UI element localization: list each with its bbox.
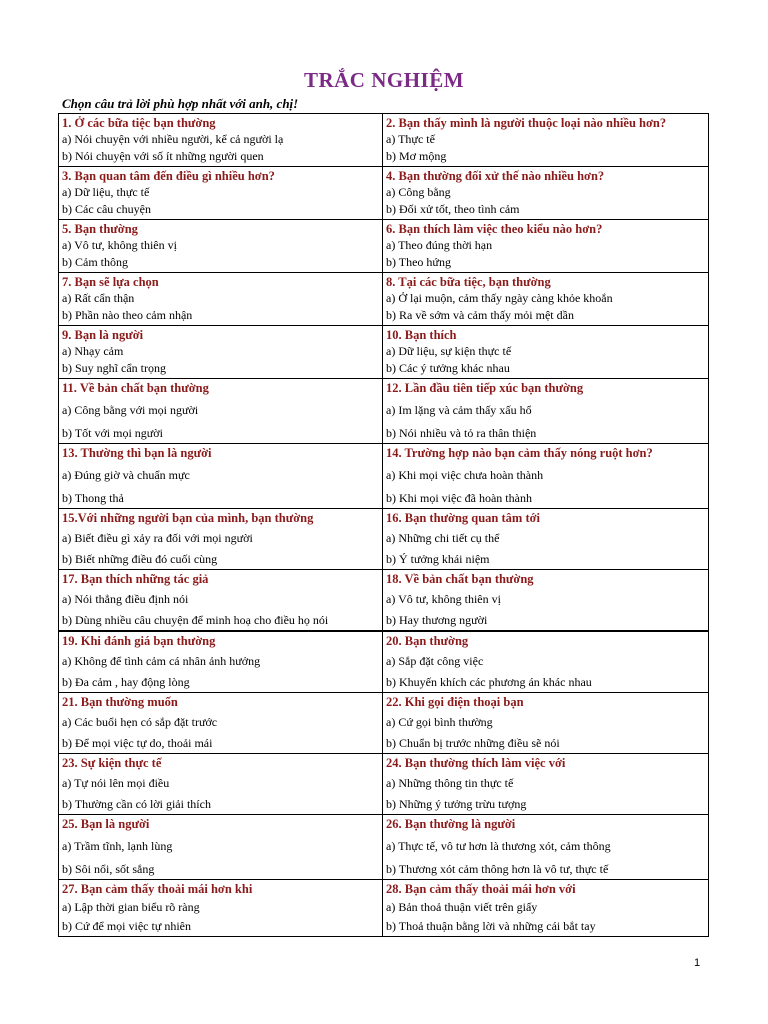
option-b[interactable]: b) Đa cảm , hay động lòng: [62, 675, 190, 689]
question-cell: [59, 167, 383, 219]
question-cell: [59, 754, 383, 814]
option-b[interactable]: b) Mơ mộng: [386, 149, 447, 163]
option-a[interactable]: a) Biết điều gì xảy ra đối với mọi người: [62, 531, 253, 545]
option-a[interactable]: a) Công bằng: [386, 185, 451, 199]
option-b[interactable]: b) Khi mọi việc đã hoàn thành: [386, 491, 532, 505]
question-row: [59, 167, 709, 220]
question-cell: [383, 444, 709, 508]
page-title: TRẮC NGHIỆM: [303, 68, 465, 92]
question-text: 18. Về bản chất bạn thường: [386, 572, 534, 586]
question-cell: [59, 815, 383, 879]
question-text: 4. Bạn thường đối xử thế nào nhiều hơn?: [386, 169, 605, 183]
question-text: 6. Bạn thích làm việc theo kiểu nào hơn?: [386, 222, 603, 236]
option-a[interactable]: a) Ở lại muộn, cảm thấy ngày càng khỏe khoắn: [386, 291, 613, 305]
question-text: 24. Bạn thường thích làm việc với: [386, 756, 566, 770]
option-b[interactable]: b) Sôi nổi, sốt sắng: [62, 862, 155, 876]
question-cell: [59, 693, 383, 753]
question-table: [58, 113, 709, 937]
option-a[interactable]: a) Bản thoả thuận viết trên giấy: [386, 900, 538, 914]
option-b[interactable]: b) Các câu chuyện: [62, 202, 151, 216]
question-cell: [383, 880, 709, 936]
question-text: 5. Bạn thường: [62, 222, 138, 236]
option-b[interactable]: b) Ra về sớm và cảm thấy mỏi mệt dần: [386, 308, 574, 322]
option-a[interactable]: a) Cứ gọi bình thường: [386, 715, 493, 729]
option-a[interactable]: a) Dữ liệu, thực tế: [62, 185, 150, 199]
page-number: 1: [694, 957, 701, 969]
option-b[interactable]: b) Những ý tưởng trừu tượng: [386, 797, 527, 811]
question-text: 15.Với những người bạn của mình, bạn thường: [62, 511, 314, 525]
option-b[interactable]: b) Hay thương người: [386, 613, 488, 627]
option-a[interactable]: a) Đúng giờ và chuẩn mực: [62, 468, 190, 482]
option-a[interactable]: a) Dữ liệu, sự kiện thực tế: [386, 344, 512, 358]
option-b[interactable]: b) Dùng nhiều câu chuyện để minh hoạ cho điều họ nói: [62, 613, 329, 627]
question-text: 7. Bạn sẽ lựa chọn: [62, 275, 159, 289]
question-cell: [383, 509, 709, 569]
question-cell: [59, 880, 383, 936]
question-text: 27. Bạn cảm thấy thoải mái hơn khi: [62, 882, 253, 896]
question-cell: [383, 754, 709, 814]
question-text: 3. Bạn quan tâm đến điều gì nhiều hơn?: [62, 169, 275, 183]
option-a[interactable]: a) Thực tế: [386, 132, 435, 146]
question-text: 19. Khi đánh giá bạn thường: [62, 634, 216, 648]
option-a[interactable]: a) Nhạy cảm: [62, 344, 124, 358]
question-row: [59, 273, 709, 326]
question-row: [59, 693, 709, 754]
question-text: 21. Bạn thường muốn: [62, 695, 178, 709]
question-row: [59, 632, 709, 693]
option-a[interactable]: a) Các buổi hẹn có sắp đặt trước: [62, 715, 218, 729]
question-cell: [59, 273, 383, 325]
question-text: 25. Bạn là người: [62, 817, 150, 831]
option-a[interactable]: a) Những chi tiết cụ thể: [386, 531, 500, 545]
option-a[interactable]: a) Theo đúng thời hạn: [386, 238, 493, 252]
option-b[interactable]: b) Thường cần có lời giải thích: [62, 797, 211, 811]
question-cell: [383, 815, 709, 879]
question-text: 12. Lần đầu tiên tiếp xúc bạn thường: [386, 381, 584, 395]
question-row: [59, 114, 709, 167]
question-cell: [383, 167, 709, 219]
option-a[interactable]: a) Khi mọi việc chưa hoàn thành: [386, 468, 544, 482]
option-b[interactable]: b) Thương xót cảm thông hơn là vô tư, thực tế: [386, 862, 609, 876]
question-cell: [383, 379, 709, 443]
option-a[interactable]: a) Tự nói lên mọi điều: [62, 776, 170, 790]
question-cell: [383, 693, 709, 753]
question-row: [59, 815, 709, 880]
option-a[interactable]: a) Vô tư, không thiên vị: [62, 238, 177, 252]
option-b[interactable]: b) Suy nghĩ cẩn trọng: [62, 361, 166, 375]
question-text: 23. Sự kiện thực tế: [62, 756, 162, 770]
question-cell: [59, 379, 383, 443]
option-b[interactable]: b) Đối xử tốt, theo tình cảm: [386, 202, 520, 216]
question-cell: [59, 632, 383, 692]
question-cell: [383, 570, 709, 630]
option-b[interactable]: b) Cảm thông: [62, 255, 128, 269]
question-cell: [59, 326, 383, 378]
option-b[interactable]: b) Nói nhiều và tỏ ra thân thiện: [386, 426, 537, 440]
option-a[interactable]: a) Thực tế, vô tư hơn là thương xót, cảm thông: [386, 839, 611, 853]
option-b[interactable]: b) Chuẩn bị trước những điều sẽ nói: [386, 736, 560, 750]
question-text: 17. Bạn thích những tác giả: [62, 572, 209, 586]
option-a[interactable]: a) Không để tình cảm cá nhân ảnh hưởng: [62, 654, 261, 668]
question-text: 10. Bạn thích: [386, 328, 457, 342]
question-text: 8. Tại các bữa tiệc, bạn thường: [386, 275, 551, 289]
option-b[interactable]: b) Ý tưởng khái niệm: [386, 552, 490, 566]
option-b[interactable]: b) Khuyến khích các phương án khác nhau: [386, 675, 592, 689]
question-row: [59, 444, 709, 509]
question-text: 2. Bạn thấy mình là người thuộc loại nào nhiều hơn?: [386, 116, 667, 130]
question-text: 9. Bạn là người: [62, 328, 144, 342]
question-row: [59, 570, 709, 632]
option-b[interactable]: b) Thoả thuận bằng lời và những cái bắt tay: [386, 919, 596, 933]
instructions: Chọn câu trả lời phù hợp nhất với anh, chị!: [62, 96, 299, 111]
question-row: [59, 880, 709, 937]
option-a[interactable]: a) Công bằng với mọi người: [62, 403, 199, 417]
question-cell: [59, 114, 383, 166]
question-text: 1. Ở các bữa tiệc bạn thường: [62, 116, 216, 130]
option-a[interactable]: a) Nói thẳng điều định nói: [62, 592, 189, 606]
question-text: 14. Trường hợp nào bạn cảm thấy nóng ruột hơn?: [386, 446, 653, 460]
option-a[interactable]: a) Những thông tin thực tế: [386, 776, 514, 790]
question-text: 26. Bạn thường là người: [386, 817, 516, 831]
question-row: [59, 379, 709, 444]
question-cell: [383, 326, 709, 378]
question-row: [59, 220, 709, 273]
question-cell: [383, 220, 709, 272]
question-text: 28. Bạn cảm thấy thoải mái hơn với: [386, 882, 576, 896]
option-b[interactable]: b) Để mọi việc tự do, thoải mái: [62, 736, 213, 750]
option-a[interactable]: a) Nói chuyện với nhiều người, kể cả người lạ: [62, 132, 284, 146]
option-a[interactable]: a) Sắp đặt công việc: [386, 654, 484, 668]
option-b[interactable]: b) Biết những điều đó cuối cùng: [62, 552, 218, 566]
question-cell: [383, 114, 709, 166]
question-cell: [383, 273, 709, 325]
option-b[interactable]: b) Cứ để mọi việc tự nhiên: [62, 919, 191, 933]
question-row: [59, 754, 709, 815]
question-row: [59, 509, 709, 570]
option-b[interactable]: b) Các ý tưởng khác nhau: [386, 361, 510, 375]
option-a[interactable]: a) Trầm tĩnh, lạnh lùng: [62, 839, 173, 853]
option-a[interactable]: a) Im lặng và cảm thấy xấu hổ: [386, 403, 532, 417]
option-b[interactable]: b) Nói chuyện với số ít những người quen: [62, 149, 264, 163]
option-b[interactable]: b) Thong thả: [62, 491, 124, 505]
question-cell: [59, 570, 383, 630]
question-text: 13. Thường thì bạn là người: [62, 446, 212, 460]
option-b[interactable]: b) Theo hứng: [386, 255, 451, 269]
option-b[interactable]: b) Phần nào theo cảm nhận: [62, 308, 193, 322]
question-cell: [59, 509, 383, 569]
question-cell: [383, 632, 709, 692]
question-row: [59, 326, 709, 379]
question-text: 22. Khi gọi điện thoại bạn: [386, 695, 524, 709]
option-a[interactable]: a) Rất cẩn thận: [62, 291, 135, 305]
option-a[interactable]: a) Vô tư, không thiên vị: [386, 592, 501, 606]
option-a[interactable]: a) Lập thời gian biểu rõ ràng: [62, 900, 200, 914]
question-cell: [59, 444, 383, 508]
option-b[interactable]: b) Tốt với mọi người: [62, 426, 163, 440]
question-text: 11. Về bản chất bạn thường: [62, 381, 209, 395]
question-cell: [59, 220, 383, 272]
question-text: 16. Bạn thường quan tâm tới: [386, 511, 541, 525]
question-text: 20. Bạn thường: [386, 634, 469, 648]
